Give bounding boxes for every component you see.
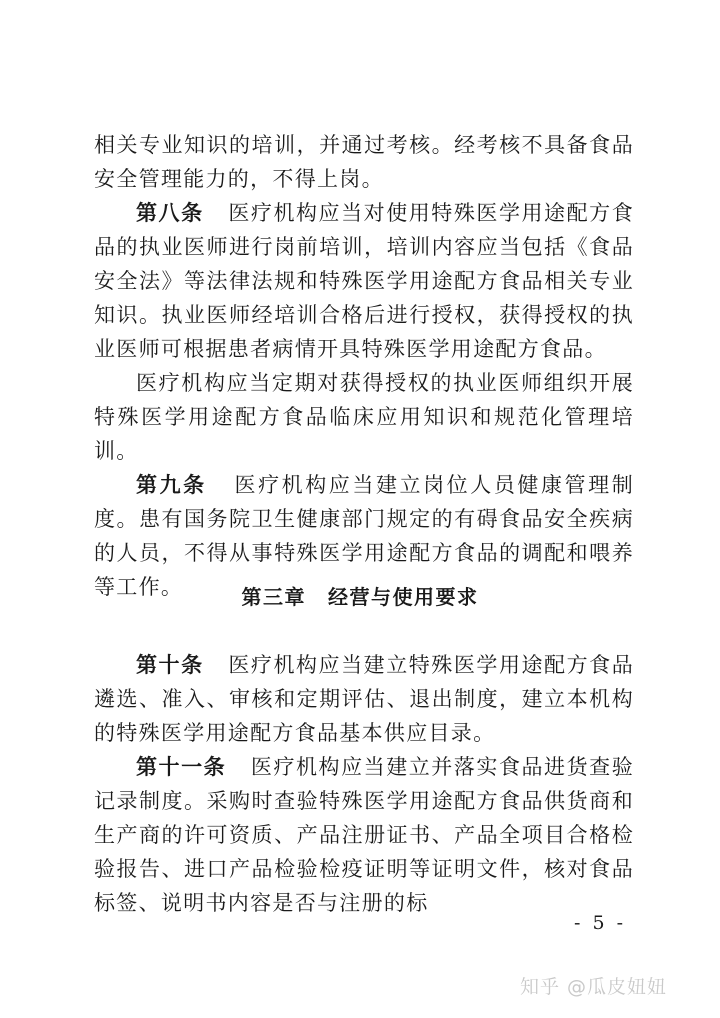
article-10-text: 医疗机构应当建立特殊医学用途配方食品遴选、准入、审核和定期评估、退出制度，建立本机构的特殊医学用途配方食品基本供应目录。: [94, 653, 634, 745]
watermark: 知乎 @瓜皮妞妞: [520, 976, 668, 998]
body-text-upper: [94, 128, 634, 604]
article-11-text: 医疗机构应当建立并落实食品进货查验记录制度。采购时查验特殊医学用途配方食品供货商和生产商的许可资质、产品注册证书、产品全项目合格检验报告、进口产品检验检疫证明等证明文件，核对食品标签、说明书内容是否与注册的标: [94, 755, 634, 915]
continuation-text: 相关专业知识的培训，并通过考核。经考核不具备食品安全管理能力的，不得上岗。: [94, 133, 634, 191]
article-10-number: 第十条: [136, 653, 204, 677]
body-text-lower: [94, 648, 634, 920]
page-number: - 5 -: [573, 912, 626, 934]
chapter-heading: [0, 581, 720, 610]
chapter-number: 第三章: [241, 585, 306, 609]
continuation-paragraph: [94, 128, 634, 196]
article-9-number: 第九条: [136, 473, 207, 497]
article-11-paragraph: [94, 750, 634, 920]
article-10-paragraph: [94, 648, 634, 750]
article-8-text-2: 医疗机构应当定期对获得授权的执业医师组织开展特殊医学用途配方食品临床应用知识和规范化管理培训。: [94, 371, 634, 463]
article-8-paragraph-2: [94, 366, 634, 468]
article-11-number: 第十一条: [136, 755, 227, 779]
article-8-paragraph: [94, 196, 634, 366]
article-9-text: 医疗机构应当建立岗位人员健康管理制度。患有国务院卫生健康部门规定的有碍食品安全疾病的人员，不得从事特殊医学用途配方食品的调配和喂养等工作。: [94, 473, 634, 599]
article-8-text: 医疗机构应当对使用特殊医学用途配方食品的执业医师进行岗前培训，培训内容应当包括《食品安全法》等法律法规和特殊医学用途配方食品相关专业知识。执业医师经培训合格后进行授权，获得授权的执业医师可根据患者病情开具特殊医学用途配方食品。: [94, 201, 634, 361]
chapter-title: 经营与使用要求: [328, 585, 479, 609]
article-8-number: 第八条: [136, 201, 204, 225]
